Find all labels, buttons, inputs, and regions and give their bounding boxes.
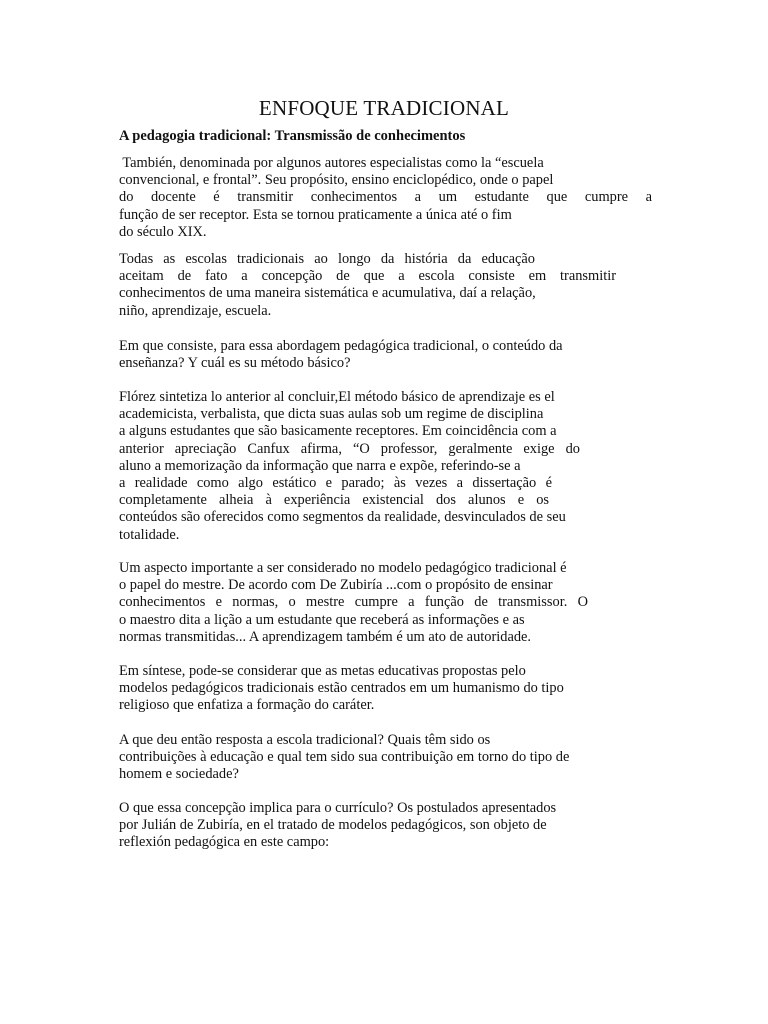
paragraph-line: A que deu então resposta a escola tradicional? Quais têm sido os (119, 732, 491, 748)
paragraph-1 (119, 155, 652, 241)
paragraph-line: modelos pedagógicos tradicionais estão centrados em um humanismo do tipo (119, 680, 564, 697)
paragraph-line: a realidade como algo estático e parado; às vezes a dissertação é (119, 474, 552, 491)
paragraph-line: Em síntese, pode-se considerar que as metas educativas propostas pelo (119, 663, 526, 679)
paragraph-line: reflexión pedagógica en este campo: (119, 834, 330, 851)
paragraph-line: conteúdos são oferecidos como segmentos da realidade, desvinculados de seu (119, 509, 566, 526)
paragraph-line: do docente é transmitir conhecimentos a um estudante que cumpre a (119, 189, 652, 206)
paragraph-line: Flórez sintetiza lo anterior al concluir,El método básico de aprendizaje es el (119, 389, 555, 405)
paragraph-line: o maestro dita a lição a um estudante que receberá as informações e as (119, 611, 525, 628)
paragraph-line: O que essa concepção implica para o currículo? Os postulados apresentados (119, 800, 557, 816)
paragraph-2 (119, 251, 619, 320)
paragraph-6 (119, 663, 619, 715)
paragraph-line: convencional, e frontal”. Seu propósito, ensino enciclopédico, onde o papel (119, 172, 554, 189)
paragraph-line: a alguns estudantes que são basicamente receptores. Em coincidência com a (119, 423, 557, 440)
paragraph-line: conhecimentos e normas, o mestre cumpre a função de transmissor. O (119, 594, 588, 611)
paragraph-5 (119, 560, 619, 646)
paragraph-line: aceitam de fato a concepção de que a escola consiste em transmitir (119, 268, 616, 285)
document-title: ENFOQUE TRADICIONAL (258, 96, 510, 120)
paragraph-7 (119, 732, 619, 784)
paragraph-line: Em que consiste, para essa abordagem pedagógica tradicional, o conteúdo da (119, 338, 563, 354)
paragraph-line: contribuições à educação e qual tem sido sua contribuição em torno do tipo de (119, 749, 570, 766)
paragraph-3 (119, 338, 619, 372)
paragraph-8 (119, 800, 619, 852)
paragraph-line: por Julián de Zubiría, en el tratado de modelos pedagógicos, son objeto de (119, 817, 547, 834)
paragraph-line: Um aspecto importante a ser considerado no modelo pedagógico tradicional é (119, 560, 567, 576)
paragraph-line: También, denominada por algunos autores especialistas como la “escuela (119, 155, 544, 171)
paragraph-line: o papel do mestre. De acordo com De Zubiría ...com o propósito de ensinar (119, 577, 553, 594)
paragraph-line: academicista, verbalista, que dicta suas aulas sob um regime de disciplina (119, 406, 544, 423)
paragraph-line: enseñanza? Y cuál es su método básico? (119, 355, 351, 372)
paragraph-line: totalidade. (119, 526, 180, 543)
paragraph-line: homem e sociedade? (119, 766, 239, 783)
paragraph-line: niño, aprendizaje, escuela. (119, 302, 272, 319)
paragraph-line: religioso que enfatiza a formação do caráter. (119, 697, 375, 714)
paragraph-line: aluno a memorização da informação que narra e expõe, referindo-se a (119, 457, 521, 474)
paragraph-line: conhecimentos de uma maneira sistemática e acumulativa, daí a relação, (119, 285, 536, 302)
paragraph-line: completamente alheia à experiência existencial dos alunos e os (119, 492, 549, 509)
paragraph-line: anterior apreciação Canfux afirma, “O professor, geralmente exige do (119, 440, 580, 457)
paragraph-line: normas transmitidas... A aprendizagem também é um ato de autoridade. (119, 628, 532, 645)
paragraph-4 (119, 389, 619, 544)
document-subtitle: A pedagogia tradicional: Transmissão de conhecimentos (119, 128, 466, 144)
paragraph-line: do século XIX. (119, 223, 207, 240)
paragraph-line: função de ser receptor. Esta se tornou praticamente a única até o fim (119, 206, 512, 223)
paragraph-line: Todas as escolas tradicionais ao longo da história da educação (119, 251, 535, 267)
